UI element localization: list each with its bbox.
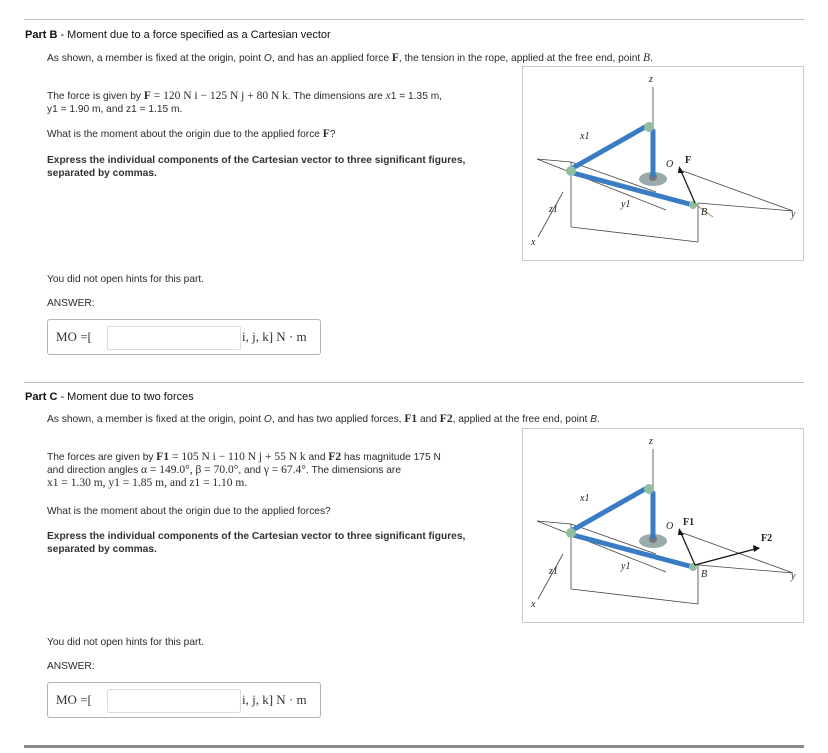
label-f: F (685, 155, 692, 166)
label-x: x (531, 599, 536, 610)
part-b-answer-input[interactable] (107, 326, 241, 350)
elbow-joint-icon (566, 528, 576, 538)
part-c-title: Part C - Moment due to two forces (25, 391, 194, 403)
mo-label: MO =[ (56, 692, 92, 707)
mo-label: MO =[ (56, 329, 92, 344)
part-c-answer-label: ANSWER: (47, 661, 95, 672)
elbow-joint-icon (566, 166, 576, 176)
part-b-title: Part B - Moment due to a force specified as a Cartesian vector (25, 29, 331, 41)
label-y1: y1 (621, 199, 631, 210)
part-c-answer-box (47, 682, 321, 718)
label-z: z (649, 74, 653, 85)
figure-b-diagram (523, 67, 803, 260)
elbow-joint-icon (644, 484, 654, 494)
force-arrow-icon (678, 528, 684, 535)
unit-label: i, j, k] N · m (242, 329, 307, 344)
part-b-answer-label: ANSWER: (47, 298, 95, 309)
part-c-question: What is the moment about the origin due to the applied forces? (47, 506, 331, 517)
label-y1: y1 (621, 561, 631, 572)
top-divider (24, 19, 804, 20)
label-x: x (531, 237, 536, 248)
label-o: O (666, 521, 674, 532)
part-b-hints: You did not open hints for this part. (47, 274, 205, 285)
label-b: B (701, 207, 708, 218)
part-b-given: The force is given by F = 120 N i − 125 N j + 80 N k. The dimensions are x1 = 1.35 m, y1 = 1.90 m, and z1 = 1.15 m. (47, 90, 443, 115)
elbow-joint-icon (644, 122, 654, 132)
part-b-question: What is the moment about the origin due to the applied force F? (47, 128, 336, 140)
label-o: O (666, 159, 674, 170)
part-c-answer-input[interactable] (107, 689, 241, 713)
figure-c (522, 428, 804, 623)
label-b: B (701, 569, 708, 580)
label-x1: x1 (580, 131, 590, 142)
part-c-hints: You did not open hints for this part. (47, 637, 205, 648)
part-b-instruction: Express the individual components of the Cartesian vector to three significant figures, separated by commas. (47, 155, 466, 179)
force-arrow-icon (678, 166, 684, 173)
label-f2: F2 (761, 533, 773, 544)
force-arrow-icon (753, 545, 760, 552)
label-y: y (791, 571, 796, 582)
figure-c-diagram (523, 429, 803, 622)
part-c-given: The forces are given by F1 = 105 N i − 110 N j + 55 N k and F2 has magnitude 175 N and direction angles α = 149.0°, β = 70.0°, and γ = 67.4°. The dimensions are x1 = 1.30 m, y1 = 1.85 m, and z1 = 1.10 m. (47, 451, 441, 489)
label-z1: z1 (549, 204, 558, 215)
label-f1: F1 (683, 517, 695, 528)
bottom-divider (24, 745, 804, 748)
part-divider (24, 382, 804, 383)
figure-b (522, 66, 804, 261)
label-z: z (649, 436, 653, 447)
label-z1: z1 (549, 566, 558, 577)
part-b-intro: As shown, a member is fixed at the origin, point O, and has an applied force F, the tension in the rope, applied at the free end, point B. (47, 52, 653, 64)
unit-label: i, j, k] N · m (242, 692, 307, 707)
part-b-answer-box (47, 319, 321, 355)
label-x1: x1 (580, 493, 590, 504)
part-c-intro: As shown, a member is fixed at the origin, point O, and has two applied forces, F1 and F2, applied at the free end, point B. (47, 413, 600, 425)
label-y: y (791, 209, 796, 220)
part-c-instruction: Express the individual components of the Cartesian vector to three significant figures, separated by commas. (47, 531, 466, 555)
